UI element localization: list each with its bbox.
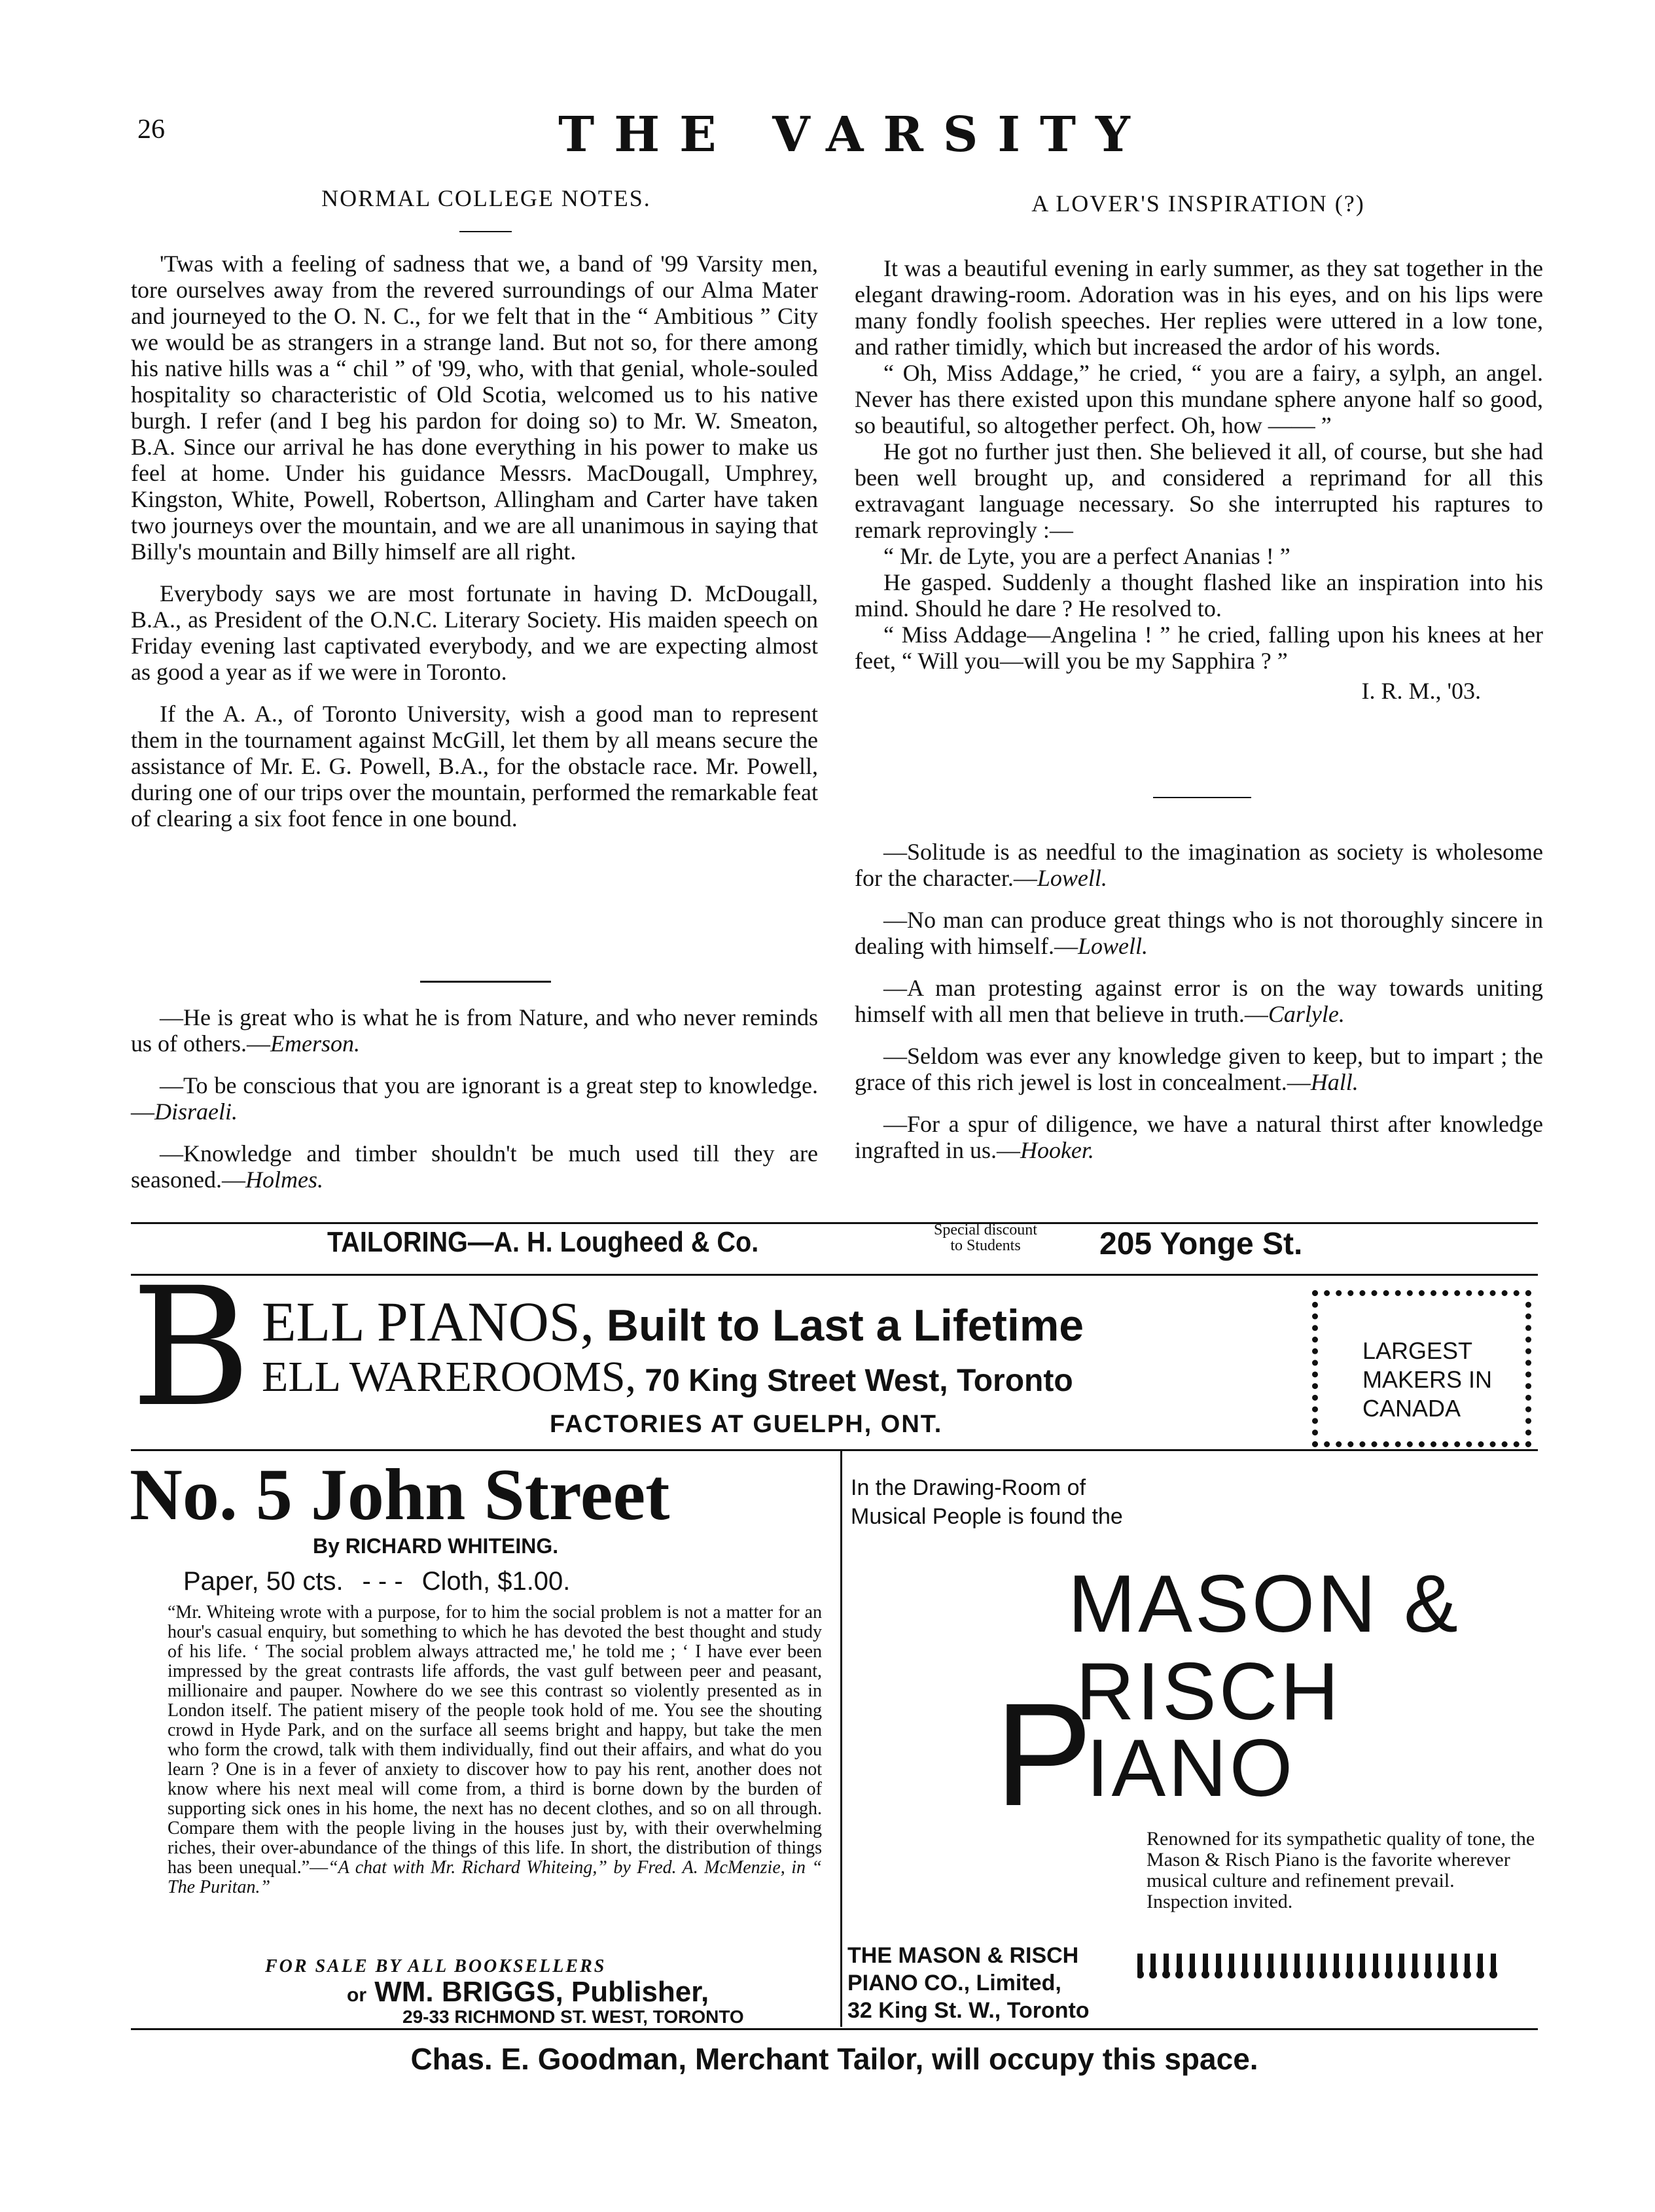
bell-factories: FACTORIES AT GUELPH, ONT.: [550, 1411, 943, 1438]
left-heading: NORMAL COLLEGE NOTES.: [321, 185, 651, 211]
bell-line-2: ELL WAREROOMS, 70 King Street West, Toronto: [262, 1353, 1073, 1401]
quote-author: Carlyle.: [1268, 1001, 1345, 1027]
book-review: “Mr. Whiteing wrote with a purpose, for to him the social problem is not a matter for an hour's casual enquiry, but something to which he has devoted the best thought and study of his life. ‘ The social problem always attracted me,' he told me ; ‘ I have ever been impressed by the great contrasts life affords, the vast gulf between peer and peasant, millionaire and pauper. Nowhere do we see this contrast so violently presented as in London itself. The patient misery of the people took hold of me. You see the shouting crowd in Hyde Park, and on the surface all seems bright and happy, but take the men who form the crowd, talk with them individually, find out their affairs, and what do you learn ? One is in a fever of anxiety to discover how to pay his rent, another does not know where his next meal will come from, a third is borne down by the burden of supporting sick ones in his home, the next has no decent clothes, and so on all through. Compare them with the people living in the houses just by, with their overwhelming riches, their over-abundance of the things of this life. In short, the distribution of things has been unequal.”—“A chat with Mr. Richard Whiteing,” by Fred. A. McMenzie, in “ The Puritan.”: [168, 1602, 822, 1897]
quote-text: —Seldom was ever any knowledge given to keep, but to impart ; the grace of this rich jewel is lost in concealment.—: [855, 1043, 1543, 1095]
ad-divider: [131, 1449, 1538, 1451]
paragraph: “ Miss Addage—Angelina ! ” he cried, falling upon his knees at her feet, “ Will you—will you be my Sapphira ? ”: [855, 622, 1543, 674]
paragraph: He got no further just then. She believed it all, of course, but she had been well brought up, and considered a reprimand for all this extravagant language necessary. So she interrupted his raptures to remark reprovingly :—: [855, 438, 1543, 543]
quote-author: Holmes.: [245, 1167, 323, 1193]
mason-company: THE MASON & RISCH PIANO CO., Limited, 32 King St. W., Toronto: [847, 1943, 1090, 2023]
quote-text: —A man protesting against error is on the way towards uniting himself with all men that believe in truth.—: [855, 975, 1543, 1027]
publisher-address: 29-33 RICHMOND ST. WEST, TORONTO: [402, 2007, 744, 2027]
booksellers-line: FOR SALE BY ALL BOOKSELLERS: [265, 1956, 607, 1976]
bell-initial: B: [131, 1252, 251, 1443]
review-source: “A chat with Mr. Richard Whiteing,” by Fred. A. McMenzie, in “ The Puritan.”: [168, 1857, 822, 1897]
tailoring-address: 205 Yonge St.: [1099, 1227, 1303, 1261]
masthead-title: THE VARSITY: [558, 107, 1150, 163]
paragraph: If the A. A., of Toronto University, wish a good man to represent them in the tournament against McGill, let them by all means secure the assistance of Mr. E. G. Powell, B.A., for the obstacle race. Mr. Powell, during one of our trips over the mountain, performed the remarkable feat of clearing a six foot fence in one bound.: [131, 701, 818, 832]
tailoring-ad: [131, 1221, 1538, 1264]
tailoring-text: TAILORING—A. H. Lougheed & Co.: [327, 1226, 759, 1258]
ad-divider: [131, 1274, 1538, 1276]
signature: I. R. M., '03.: [1361, 678, 1481, 704]
paragraph: It was a beautiful evening in early summer, as they sat together in the elegant drawing-room. Adoration was in his eyes, and on his lips were many fondly foolish speeches. Her replies were uttered in a low tone, and rather timidly, which but increased the ardor of his words.: [855, 255, 1543, 360]
right-quotes: [855, 839, 1543, 1163]
goodman-ad: Chas. E. Goodman, Merchant Tailor, will occupy this space.: [410, 2042, 1258, 2076]
quote-text: —For a spur of diligence, we have a natural thirst after knowledge ingrafted in us.—: [855, 1111, 1543, 1163]
divider: [1153, 797, 1251, 798]
quote-author: Emerson.: [270, 1030, 360, 1057]
book-author: By RICHARD WHITEING.: [313, 1534, 559, 1558]
quote-text: —Solitude is as needful to the imagination as society is wholesome for the character.—: [855, 839, 1543, 891]
ad-divider: [131, 2028, 1538, 2030]
ad-divider: [131, 1222, 1538, 1224]
bell-line-1: ELL PIANOS, Built to Last a Lifetime: [262, 1290, 1084, 1353]
quote-author: Hooker.: [1020, 1137, 1094, 1163]
quote: [855, 975, 1543, 1027]
discount-note: Special discount to Students: [934, 1221, 1037, 1254]
piano-word: IANO: [1086, 1723, 1296, 1814]
divider: [420, 981, 551, 983]
quote-author: Lowell.: [1077, 933, 1148, 959]
quote: [855, 839, 1543, 891]
book-title: No. 5 John Street: [130, 1454, 670, 1536]
mason-description: Renowned for its sympathetic quality of tone, the Mason & Risch Piano is the favorite wherever musical culture and refinement prevail. Inspection invited.: [1147, 1828, 1535, 1912]
piano-initial: P: [995, 1673, 1093, 1836]
quote-text: —Knowledge and timber shouldn't be much used till they are seasoned.—: [131, 1140, 818, 1193]
right-article: [855, 255, 1543, 704]
paragraph: He gasped. Suddenly a thought flashed like an inspiration into his mind. Should he dare ? He resolved to.: [855, 569, 1543, 622]
page-number: 26: [137, 114, 165, 145]
paragraph: 'Twas with a feeling of sadness that we, a band of '99 Varsity men, tore ourselves away from the revered surroundings of our Alma Mater and journeyed to the O. N. C., for we felt that in the “ Ambitious ” City we would be as strangers in a strange land. But not so, for there among his native hills was a “ chil ” of '99, who, with that genial, whole-souled hospitality so characteristic of Old Scotia, welcomed us to his native burgh. I refer (and I beg his pardon for doing so) to Mr. W. Smeaton, B.A. Since our arrival he has done everything in his power to make us feel at home. Under his guidance Messrs. MacDougall, Umphrey, Kingston, White, Powell, Robertson, Allingham and Carter have taken two journeys over the mountain, and we are all unanimous in saying that Billy's mountain and Billy himself are all right.: [131, 251, 818, 565]
mason-intro: In the Drawing-Room of Musical People is found the: [851, 1475, 1123, 1529]
divider: [459, 231, 512, 232]
quote-text: —No man can produce great things who is not thoroughly sincere in dealing with himself.—: [855, 907, 1543, 959]
quote-author: Lowell.: [1037, 865, 1107, 891]
quote: [131, 1140, 818, 1193]
quote-author: Disraeli.: [154, 1098, 238, 1125]
publisher: or WM. BRIGGS, Publisher,: [347, 1976, 709, 2008]
largest-makers-box: LARGEST MAKERS IN CANADA: [1312, 1290, 1531, 1447]
paragraph: Everybody says we are most fortunate in having D. McDougall, B.A., as President of the O.N.C. Literary Society. His maiden speech on Friday evening last captivated everybody, and we are expecting almost as good a year as if we were in Toronto.: [131, 580, 818, 685]
paragraph: “ Oh, Miss Addage,” he cried, “ you are a fairy, a sylph, an angel. Never has there existed upon this mundane sphere anyone half so good, so beautiful, so altogether perfect. Oh, how —— ”: [855, 360, 1543, 438]
quote: [855, 1111, 1543, 1163]
left-article: [131, 251, 818, 832]
ad-vertical-divider: [840, 1451, 842, 2027]
quote-text: —He is great who is what he is from Nature, and who never reminds us of others.—: [131, 1004, 818, 1057]
mason-title: MASON & RISCH: [1068, 1559, 1461, 1737]
quote: [131, 1004, 818, 1057]
quote: [855, 907, 1543, 959]
keyboard-ornament: [1137, 1950, 1537, 1982]
right-heading: A LOVER'S INSPIRATION (?): [1031, 190, 1365, 217]
quote: [131, 1072, 818, 1125]
left-quotes: [131, 1004, 818, 1193]
book-prices: Paper, 50 cts. - - - Cloth, $1.00.: [183, 1567, 571, 1596]
quote-text: —To be conscious that you are ignorant is a great step to knowledge.—: [131, 1072, 818, 1125]
paragraph: “ Mr. de Lyte, you are a perfect Ananias ! ”: [883, 543, 1290, 569]
quote: [855, 1043, 1543, 1095]
quote-author: Hall.: [1310, 1069, 1359, 1095]
